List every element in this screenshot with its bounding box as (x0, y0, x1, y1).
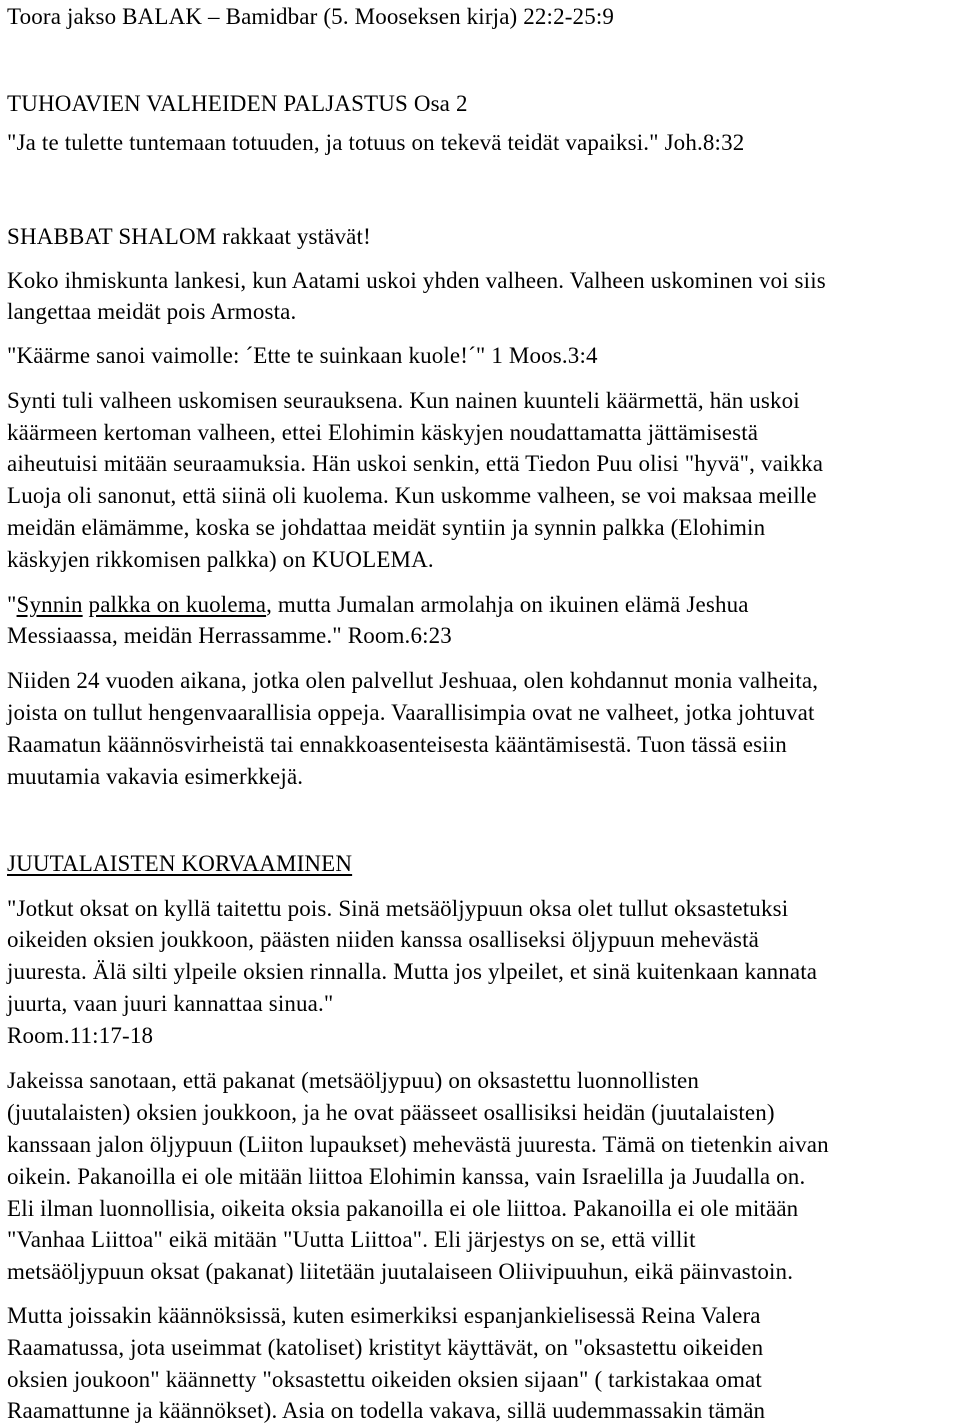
paragraph-line: oikein. Pakanoilla ei ole mitään liittoa Elohimin kanssa, vain Israelilla ja Juudalla on. (7, 1164, 806, 1189)
paragraph-line: Jakeissa sanotaan, että pakanat (metsäöljypuu) on oksastettu luonnollisten (7, 1068, 699, 1093)
opening-quote: "Ja te tulette tuntemaan totuuden, ja totuus on tekevä teidät vapaiksi." Joh.8:32 (7, 130, 745, 155)
document-title: Toora jakso BALAK – Bamidbar (5. Mooseksen kirja) 22:2-25:9 (7, 4, 615, 29)
paragraph-line: "Jotkut oksat on kyllä taitettu pois. Sinä metsäöljypuun oksa olet tullut oksastetuksi (7, 896, 789, 921)
paragraph-line: käskyjen rikkomisen palkka) on KUOLEMA. (7, 547, 434, 572)
paragraph-line: oksien joukoon" käännetty "oksastettu oikeiden oksien sijaan" ( tarkistakaa omat (7, 1367, 762, 1392)
quote-mark: " (7, 592, 17, 617)
romans-quote-line (7, 590, 749, 620)
paragraph-line: Koko ihmiskunta lankesi, kun Aatami uskoi yhden valheen. Valheen uskominen voi siis (7, 268, 826, 293)
paragraph-line: Messiaassa, meidän Herrassamme." Room.6:23 (7, 623, 452, 648)
paragraph-line: joista on tullut hengenvaarallisia oppeja. Vaarallisimpia ovat ne valheet, jotka johtuvat (7, 700, 815, 725)
paragraph-line: Synti tuli valheen uskomisen seurauksena. Kun nainen kuunteli käärmettä, hän uskoi (7, 388, 800, 413)
quote-rest: , mutta Jumalan armolahja on ikuinen elämä Jeshua (266, 592, 749, 617)
paragraph-line: kanssaan jalon öljypuun (Liiton lupaukset) mehevästä juuresta. Tämä on tietenkin aivan (7, 1132, 829, 1157)
paragraph-line: Mutta joissakin käännöksissä, kuten esimerkiksi espanjankielisessä Reina Valera (7, 1303, 761, 1328)
scripture-quote: "Käärme sanoi vaimolle: ´Ette te suinkaan kuole!´" 1 Moos.3:4 (7, 343, 598, 368)
paragraph-line: Raamattunne ja käännökset). Asia on todella vakava, sillä uudemmassakin tämän (7, 1398, 766, 1423)
section-heading: JUUTALAISTEN KORVAAMINEN (7, 851, 353, 876)
paragraph-line: Luoja oli sanonut, että siinä oli kuolema. Kun uskomme valheen, se voi maksaa meille (7, 483, 817, 508)
main-heading: TUHOAVIEN VALHEIDEN PALJASTUS Osa 2 (7, 91, 468, 116)
paragraph-line: Niiden 24 vuoden aikana, jotka olen palvellut Jeshuaa, olen kohdannut monia valheita, (7, 668, 819, 693)
paragraph-line: käärmeen kertoman valheen, ettei Elohimin käskyjen noudattamatta jättämisestä (7, 420, 759, 445)
greeting: SHABBAT SHALOM rakkaat ystävät! (7, 224, 371, 249)
paragraph-line: muutamia vakavia esimerkkejä. (7, 764, 304, 789)
paragraph-line: langettaa meidät pois Armosta. (7, 299, 297, 324)
underlined-phrase: Synnin (16, 592, 83, 617)
paragraph-line: oikeiden oksien joukkoon, päästen niiden kanssa osalliseksi öljypuun mehevästä (7, 927, 760, 952)
paragraph-line: juurta, vaan juuri kannattaa sinua." (7, 991, 334, 1016)
paragraph-line: Raamatussa, jota useimmat (katoliset) kristityt käyttävät, on "oksastettu oikeiden (7, 1335, 764, 1360)
underlined-phrase: palkka on kuolema (88, 592, 267, 617)
paragraph-line: "Vanhaa Liittoa" eikä mitään "Uutta Liittoa". Eli järjestys on se, että villit (7, 1227, 696, 1252)
paragraph-line: Eli ilman luonnollisia, oikeita oksia pakanoilla ei ole liittoa. Pakanoilla ei ole mitään (7, 1196, 799, 1221)
scripture-reference: Room.11:17-18 (7, 1023, 154, 1048)
paragraph-line: meidän elämämme, koska se johdattaa meidät syntiin ja synnin palkka (Elohimin (7, 515, 766, 540)
paragraph-line: Raamatun käännösvirheistä tai ennakkoasenteisesta kääntämisestä. Tuon tässä esiin (7, 732, 787, 757)
paragraph-line: metsäöljypuun oksat (pakanat) liitetään juutalaiseen Oliivipuuhun, eikä päinvastoin. (7, 1259, 794, 1284)
paragraph-line: (juutalaisten) oksien joukkoon, ja he ovat päässeet osallisiksi heidän (juutalaisten) (7, 1100, 775, 1125)
paragraph-line: juuresta. Älä silti ylpeile oksien rinnalla. Mutta jos ylpeilet, et sinä kuitenkaan kannata (7, 959, 818, 984)
paragraph-line: aiheutuisi mitään seuraamuksia. Hän uskoi senkin, että Tiedon Puu olisi "hyvä", vaikka (7, 451, 824, 476)
